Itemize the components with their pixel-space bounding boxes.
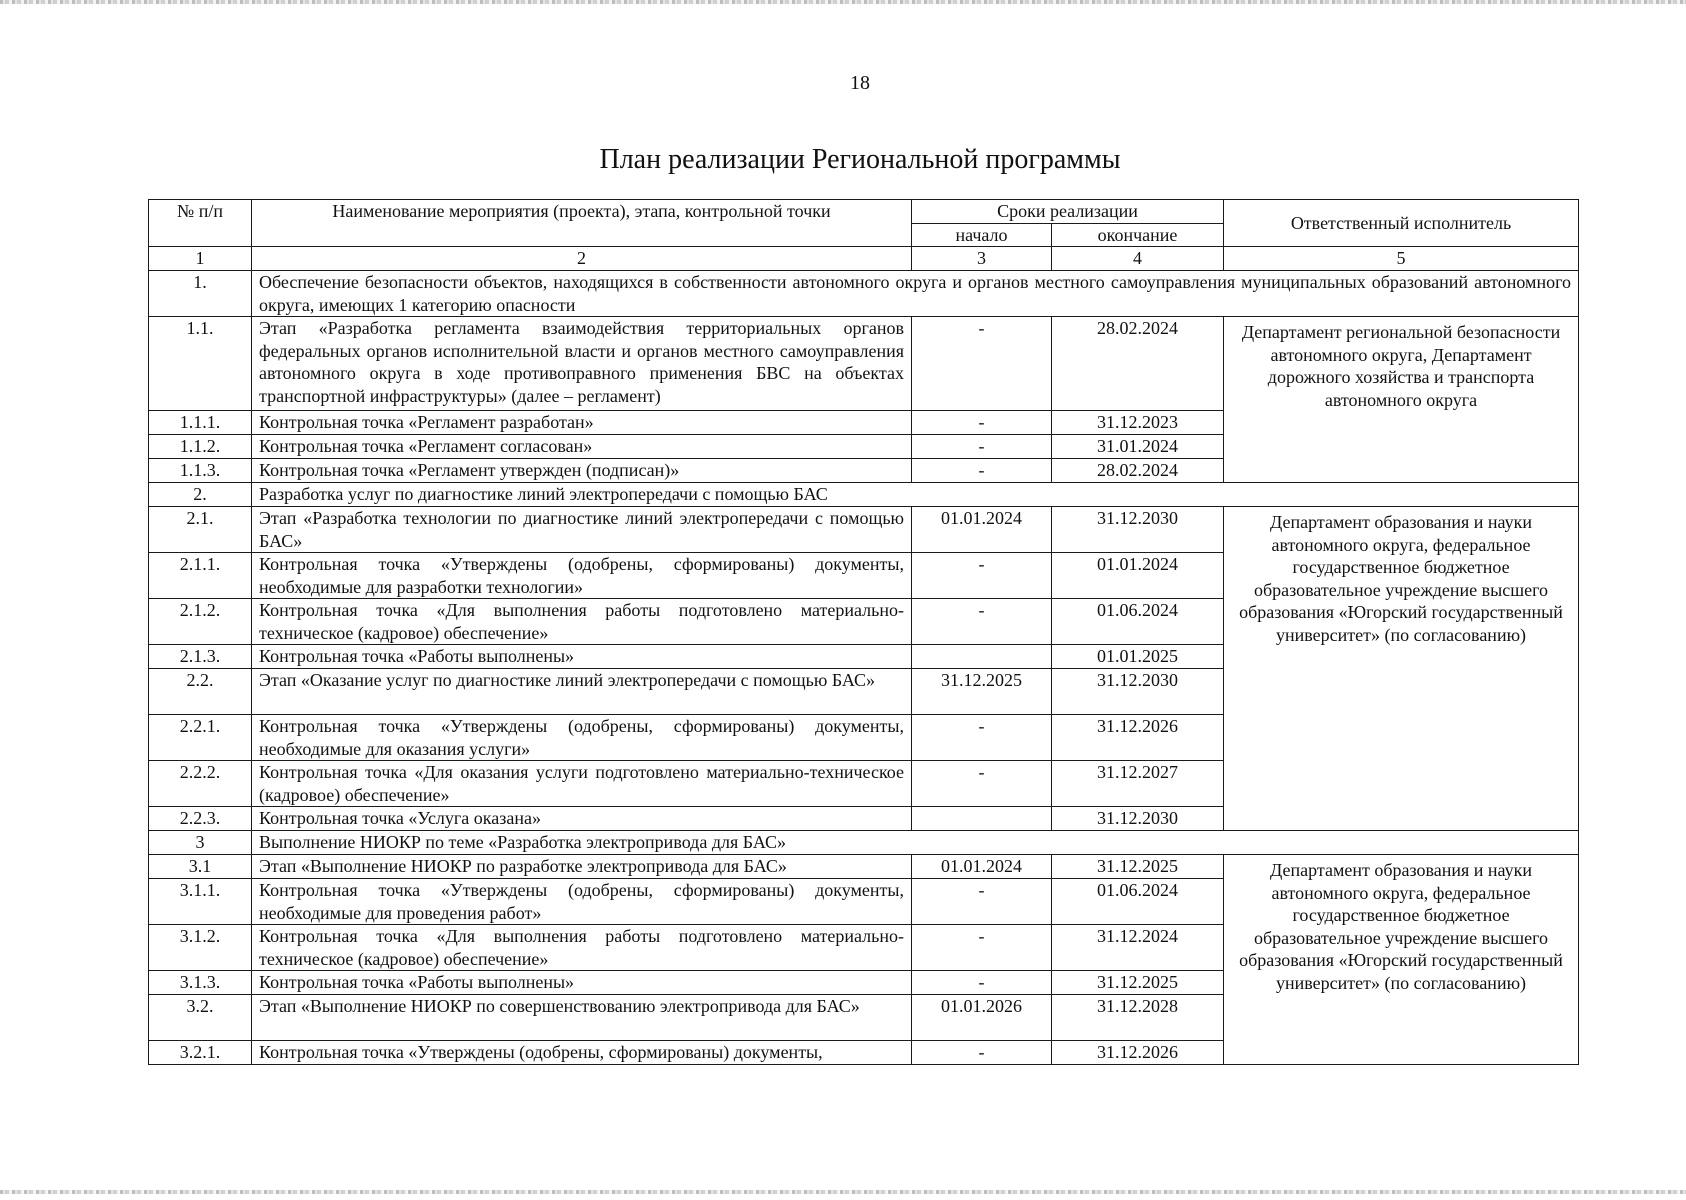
- row-start: [912, 807, 1052, 831]
- row-num: 2.1.1.: [149, 553, 252, 599]
- row-num: 1.1.2.: [149, 435, 252, 459]
- row-start: -: [912, 459, 1052, 483]
- row-end: 01.06.2024: [1052, 879, 1224, 925]
- section-num: 3: [149, 831, 252, 855]
- row-start: -: [912, 715, 1052, 761]
- row-start: -: [912, 925, 1052, 971]
- row-start: -: [912, 879, 1052, 925]
- row-end: 31.12.2023: [1052, 411, 1224, 435]
- row-num: 3.2.1.: [149, 1041, 252, 1065]
- column-number: 5: [1224, 247, 1579, 271]
- section-row: [149, 831, 1579, 855]
- header-executor: Ответственный исполнитель: [1224, 200, 1579, 247]
- row-start: 01.01.2024: [912, 507, 1052, 553]
- row-name: Контрольная точка «Регламент согласован»: [252, 435, 912, 459]
- row-end: 31.12.2028: [1052, 995, 1224, 1041]
- row-name: Контрольная точка «Утверждены (одобрены, сформированы) документы, необходимые для проведения работ»: [252, 879, 912, 925]
- row-end: 28.02.2024: [1052, 317, 1224, 411]
- plan-table: [148, 199, 1579, 1065]
- row-name: Контрольная точка «Утверждены (одобрены, сформированы) документы, необходимые для разработки технологии»: [252, 553, 912, 599]
- row-name: Контрольная точка «Работы выполнены»: [252, 971, 912, 995]
- row-name: Этап «Разработка регламента взаимодействия территориальных органов федеральных органов исполнительной власти и органов местного самоуправления автономного округа в ходе противоправного применения БВС на объектах транспортной инфраструктуры» (далее – регламент): [252, 317, 912, 411]
- page-title: План реализации Региональной программы: [599, 144, 1121, 175]
- row-num: 3.1.1.: [149, 879, 252, 925]
- row-end: 01.06.2024: [1052, 599, 1224, 645]
- row-name: Контрольная точка «Утверждены (одобрены, сформированы) документы, необходимые для оказания услуги»: [252, 715, 912, 761]
- table-row: [149, 855, 1579, 879]
- column-number: 1: [149, 247, 252, 271]
- row-name: Контрольная точка «Утверждены (одобрены, сформированы) документы,: [252, 1041, 912, 1065]
- column-number: 4: [1052, 247, 1224, 271]
- row-end: 28.02.2024: [1052, 459, 1224, 483]
- row-num: 3.1: [149, 855, 252, 879]
- row-name: Контрольная точка «Для выполнения работы подготовлено материально-техническое (кадровое) обеспечение»: [252, 599, 912, 645]
- scan-edge-top: [0, 0, 1686, 4]
- row-name: Контрольная точка «Для выполнения работы подготовлено материально-техническое (кадровое) обеспечение»: [252, 925, 912, 971]
- row-executor: Департамент образования и науки автономного округа, федеральное государственное бюджетное образовательное учреждение высшего образования «Югорский государственный университет» (по согласованию): [1224, 507, 1579, 831]
- row-start: -: [912, 599, 1052, 645]
- row-start: -: [912, 553, 1052, 599]
- section-num: 2.: [149, 483, 252, 507]
- row-name: Этап «Оказание услуг по диагностике линий электропередачи с помощью БАС»: [252, 669, 912, 715]
- column-numbers-row: [149, 247, 1579, 271]
- row-name: Контрольная точка «Регламент разработан»: [252, 411, 912, 435]
- row-num: 3.2.: [149, 995, 252, 1041]
- row-end: 31.12.2027: [1052, 761, 1224, 807]
- row-start: 31.12.2025: [912, 669, 1052, 715]
- table-row: [149, 317, 1579, 411]
- row-end: 01.01.2024: [1052, 553, 1224, 599]
- section-row: [149, 483, 1579, 507]
- row-start: 01.01.2026: [912, 995, 1052, 1041]
- section-title: Выполнение НИОКР по теме «Разработка электропривода для БАС»: [252, 831, 1579, 855]
- row-num: 1.1.: [149, 317, 252, 411]
- header-num: № п/п: [149, 200, 252, 247]
- row-end: 31.12.2030: [1052, 807, 1224, 831]
- row-end: 31.12.2026: [1052, 715, 1224, 761]
- row-start: 01.01.2024: [912, 855, 1052, 879]
- row-end: 31.12.2025: [1052, 971, 1224, 995]
- row-num: 2.2.: [149, 669, 252, 715]
- row-end: 31.01.2024: [1052, 435, 1224, 459]
- row-end: 31.12.2024: [1052, 925, 1224, 971]
- row-end: 31.12.2025: [1052, 855, 1224, 879]
- header-row: [149, 200, 1579, 224]
- header-end: окончание: [1052, 223, 1224, 247]
- row-executor: Департамент образования и науки автономного округа, федеральное государственное бюджетное образовательное учреждение высшего образования «Югорский государственный университет» (по согласованию): [1224, 855, 1579, 1065]
- row-start: -: [912, 317, 1052, 411]
- row-start: [912, 645, 1052, 669]
- header-start: начало: [912, 223, 1052, 247]
- row-end: 31.12.2030: [1052, 669, 1224, 715]
- row-executor: Департамент региональной безопасности автономного округа, Департамент дорожного хозяйства и транспорта автономного округа: [1224, 317, 1579, 483]
- section-title: Обеспечение безопасности объектов, находящихся в собственности автономного округа и органов местного самоуправления муниципальных образований автономного округа, имеющих 1 категорию опасности: [252, 271, 1579, 317]
- row-num: 2.2.2.: [149, 761, 252, 807]
- section-row: [149, 271, 1579, 317]
- column-number: 3: [912, 247, 1052, 271]
- row-name: Контрольная точка «Регламент утвержден (подписан)»: [252, 459, 912, 483]
- row-name: Контрольная точка «Работы выполнены»: [252, 645, 912, 669]
- row-name: Контрольная точка «Для оказания услуги подготовлено материально-техническое (кадровое) обеспечение»: [252, 761, 912, 807]
- row-num: 1.1.1.: [149, 411, 252, 435]
- section-num: 1.: [149, 271, 252, 317]
- header-terms: Сроки реализации: [912, 200, 1224, 224]
- row-num: 2.1.: [149, 507, 252, 553]
- row-start: -: [912, 761, 1052, 807]
- row-start: -: [912, 1041, 1052, 1065]
- row-end: 31.12.2030: [1052, 507, 1224, 553]
- row-name: Контрольная точка «Услуга оказана»: [252, 807, 912, 831]
- scan-edge-bottom: [0, 1190, 1686, 1194]
- row-start: -: [912, 435, 1052, 459]
- row-num: 2.1.3.: [149, 645, 252, 669]
- row-num: 2.1.2.: [149, 599, 252, 645]
- row-end: 01.01.2025: [1052, 645, 1224, 669]
- header-name: Наименование мероприятия (проекта), этапа, контрольной точки: [252, 200, 912, 247]
- row-name: Этап «Выполнение НИОКР по совершенствованию электропривода для БАС»: [252, 995, 912, 1041]
- row-start: -: [912, 411, 1052, 435]
- row-num: 1.1.3.: [149, 459, 252, 483]
- column-number: 2: [252, 247, 912, 271]
- row-start: -: [912, 971, 1052, 995]
- row-num: 2.2.1.: [149, 715, 252, 761]
- row-end: 31.12.2026: [1052, 1041, 1224, 1065]
- table-row: [149, 507, 1579, 553]
- row-name: Этап «Разработка технологии по диагностике линий электропередачи с помощью БАС»: [252, 507, 912, 553]
- row-num: 3.1.2.: [149, 925, 252, 971]
- section-title: Разработка услуг по диагностике линий электропередачи с помощью БАС: [252, 483, 1579, 507]
- row-num: 2.2.3.: [149, 807, 252, 831]
- page-number: 18: [850, 72, 870, 94]
- row-name: Этап «Выполнение НИОКР по разработке электропривода для БАС»: [252, 855, 912, 879]
- row-num: 3.1.3.: [149, 971, 252, 995]
